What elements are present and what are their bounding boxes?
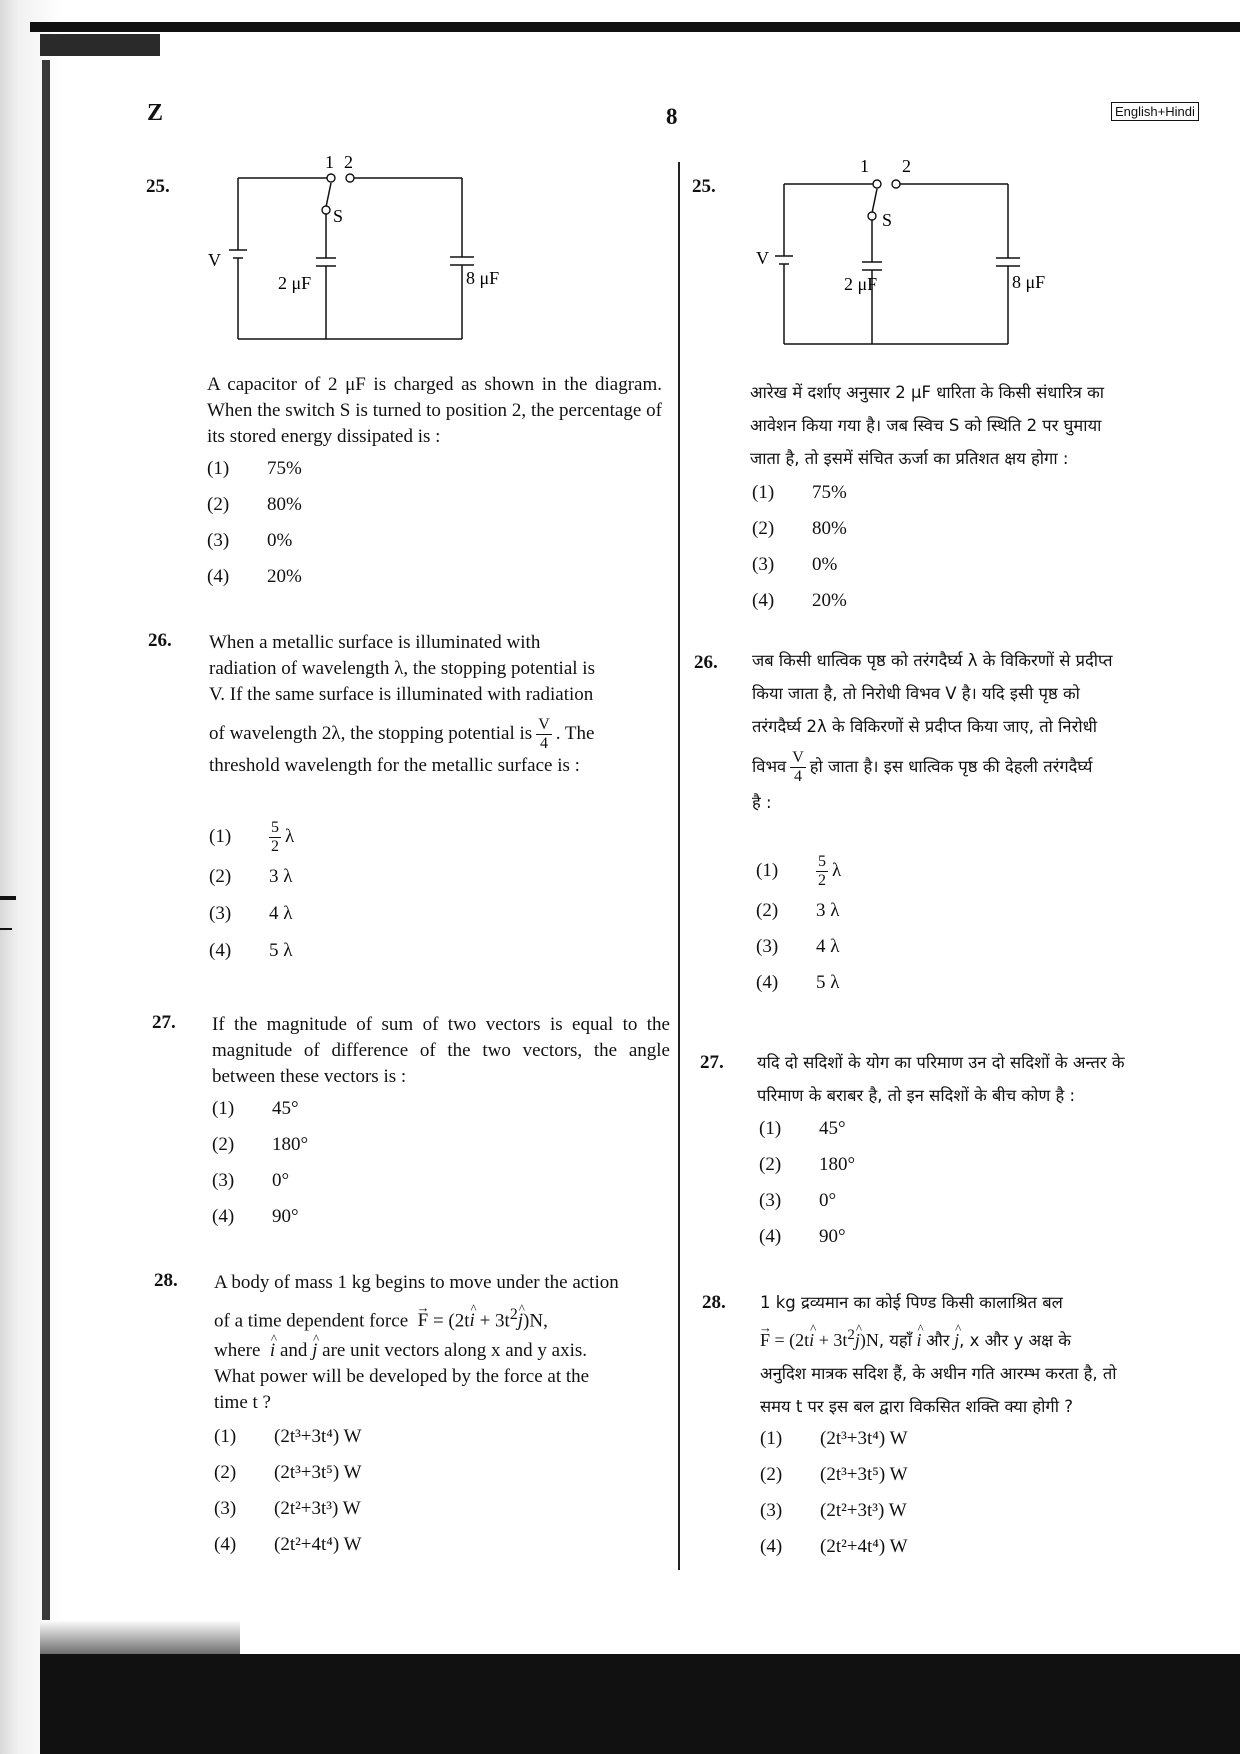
switch-position-2-label: 2 <box>902 156 911 176</box>
question-text-hindi: 1 kg द्रव्यमान का कोई पिण्ड किसी कालाश्रित बल → F = (2t^ $i + 3t^2\^{}$ j)N, यहाँ ^ i और ^ j, x और y अक्ष के अनुदिश मात्रक सदिश हैं, के अधीन गति आरम्भ करता है, तो समय t पर इस बल द्वारा विकसित शक्ति क्या होगी ? <box>760 1286 1220 1423</box>
switch-position-1-label: 1 <box>860 156 869 176</box>
question-text: When a metallic surface is illuminated with radiation of wavelength λ, the stopping potential is V. If the same surface is illuminated with radiation of wavelength 2λ, the stopping potential is $\frac{V}{4}$ . The threshold wavelength for the metallic surface is : <box>209 632 595 776</box>
switch-label: S <box>333 206 344 226</box>
options-q27-hi: (1) 45° (2) 180° (3) 0° (4) 90° <box>759 1118 856 1247</box>
options-q25-en <box>207 458 302 602</box>
page-number: 8 <box>666 104 678 129</box>
question-number: 28. <box>702 1292 726 1313</box>
scan-bottom-edge <box>40 1654 1240 1754</box>
question-text: A capacitor of 2 μF is charged as shown in the diagram. When the switch S is turned to position 2, the percentage of its stored energy dissipated is : <box>207 374 662 447</box>
circuit-diagram-hindi <box>746 154 1066 354</box>
question-text-hindi: आरेख में दर्शाए अनुसार 2 μF धारिता के किसी संधारित्र का आवेशन किया गया है। जब स्विच S को स्थिति 2 पर घुमाया जाता है, तो इसमें संचित ऊर्जा का प्रतिशत क्षय होगा : <box>750 383 1105 468</box>
scan-mark <box>0 928 12 930</box>
option-value: 20% <box>267 566 302 587</box>
options-q28-hi: (1) (2t³+3t⁴) W (2) (2t³+3t⁵) W (3) (2t²+3t³) W (4) (2t²+4t⁴) W <box>760 1428 908 1557</box>
options-q26-hi: (1) $\frac{5}{2}$ λ (2) 3 λ (3) 4 λ (4) 5 λ <box>756 852 842 993</box>
question-text: If the magnitude of sum of two vectors is equal to the magnitude of difference of the two vectors, the angle between these vectors is : <box>212 1014 670 1087</box>
battery-label: V <box>756 248 769 268</box>
scan-mark <box>0 896 16 900</box>
question-text-hindi: जब किसी धात्विक पृष्ठ को तरंगदैर्घ्य λ के विकिरणों से प्रदीप्त किया जाता है, तो निरोधी विभव V है। यदि इसी पृष्ठ को तरंगदैर्घ्य 2λ के विकिरणों से प्रदीप्त किया जाए, तो निरोधी विभव $\frac{V}{4}$ हो जाता है। इस धात्विक पृष्ठ की देहली तरंगदैर्घ्य है : <box>752 651 1113 812</box>
scan-binding-bar <box>42 60 50 1660</box>
switch-position-2-label: 2 <box>344 154 353 172</box>
question-number: 25. <box>692 176 716 197</box>
switch-position-1-label: 1 <box>325 154 334 172</box>
options-q26-en: (1) $\frac{5}{2}$ λ (2) 3 λ (3) 4 λ (4) 5 λ <box>209 818 295 961</box>
option-value: 80% <box>267 494 302 515</box>
options-q28-en: (1) (2t³+3t⁴) W (2) (2t³+3t⁵) W (3) (2t²+3t³) W (4) (2t²+4t⁴) W <box>214 1426 362 1555</box>
column-divider <box>678 162 680 1570</box>
options-q27-en: (1) 45° (2) 180° (3) 0° (4) 90° <box>212 1098 309 1227</box>
options-q25-hi: (1) 75% (2) 80% (3) 0% (4) 20% <box>752 482 847 611</box>
capacitor-2uf-label: 2 μF <box>844 274 878 294</box>
option-number: (3) <box>207 530 230 551</box>
option-number: (2) <box>207 494 230 515</box>
paper-code: Z <box>147 100 164 126</box>
capacitor-8uf-label: 8 μF <box>1012 272 1046 292</box>
question-text: A body of mass 1 kg begins to move under the action of a time dependent force → F = (2t^ $i + 3t^2\^{}$ j)N, where ^ i and ^ j are unit vectors along x and y axis. What power will be developed by the force at the time t ? <box>214 1270 674 1416</box>
question-number: 27. <box>700 1052 724 1073</box>
question-number: 27. <box>152 1012 176 1033</box>
scan-top-corner <box>40 34 160 56</box>
option-number: (4) <box>207 566 230 587</box>
option-number: (1) <box>207 458 230 479</box>
option-value: 75% <box>267 458 302 479</box>
question-number: 25. <box>146 176 170 197</box>
scan-left-edge <box>0 0 62 1754</box>
circuit-diagram <box>200 154 520 344</box>
question-number: 26. <box>148 630 172 651</box>
switch-label: S <box>882 210 893 230</box>
capacitor-2uf-label: 2 μF <box>278 273 312 293</box>
battery-label: V <box>208 250 221 270</box>
option-value: 0% <box>267 530 293 551</box>
language-badge: English+Hindi <box>1111 102 1199 121</box>
scan-top-edge <box>30 22 1240 32</box>
question-number: 28. <box>154 1270 178 1291</box>
question-number: 26. <box>694 652 718 673</box>
question-text-hindi: यदि दो सदिशों के योग का परिमाण उन दो सदिशों के अन्तर के परिमाण के बराबर है, तो इन सदिशों के बीच कोण है : <box>757 1053 1125 1105</box>
capacitor-8uf-label: 8 μF <box>466 268 500 288</box>
